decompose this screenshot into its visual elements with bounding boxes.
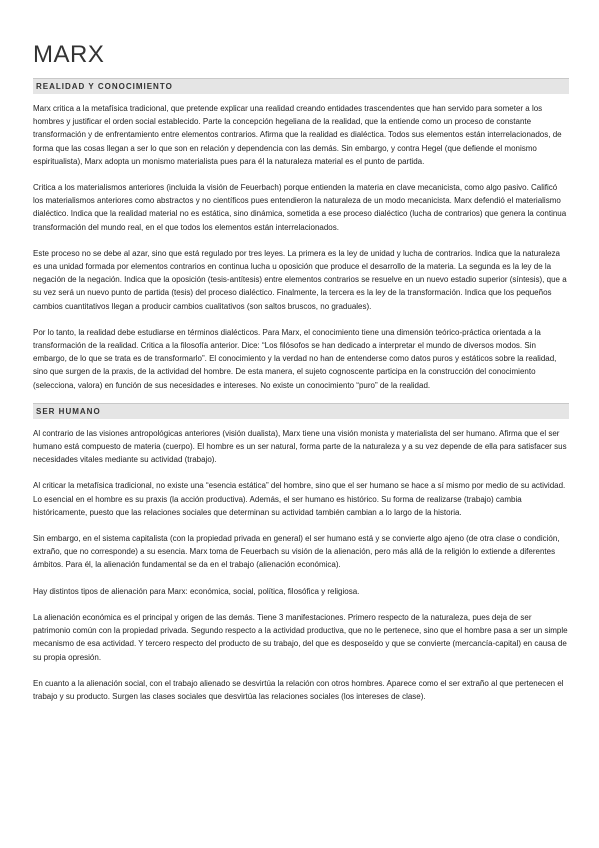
paragraph: Al criticar la metafísica tradicional, no existe una “esencia estática” del hombre, sino que el ser humano se hace a sí mismo por medio de su actividad. Lo esencial en el hombre es su praxis (la acción productiva). Además, el ser humano es histórico. Su forma de realizarse (trabajo) cambia históricamente, puesto que las relaciones sociales que determinan su actividad también cambian a lo largo de la historia. (33, 481, 566, 517)
paragraph: Critica a los materialismos anteriores (incluida la visión de Feuerbach) porque entienden la materia en clave mecanicista, como algo pasivo. Calificó los materialismos anteriores como abstractos y no científicos pues entendieron la naturaleza de un modo mecanicista. Marx defendió el materialismo dialéctico. Indica que la realidad material no es estática, sino dinámica, sometida a ese proceso dialéctico (lucha de contrarios) que genera la continua transformación del mundo real, en el que todos los elementos están interrelacionados. (33, 183, 567, 232)
section-heading-realidad-conocimiento: REALIDAD Y CONOCIMIENTO (33, 78, 569, 94)
paragraph: En cuanto a la alienación social, con el trabajo alienado se desvirtúa la relación con otros hombres. Aparece como el ser extraño al que pertenecen el trabajo y su producto. Surgen las clases sociales que desvirtúa las relaciones sociales (los intereses de clase). (33, 678, 564, 701)
paragraph: Este proceso no se debe al azar, sino que está regulado por tres leyes. La primera es la ley de unidad y lucha de contrarios. Indica que la naturaleza es una unidad formada por elementos contrarios en continua lucha u oposición que produce el desarrollo de la materia. La segunda es la ley de la negación de la negación. Indica que la oposición (tesis-antítesis) entre elementos contrarios se resuelve en un nuevo estadio superior (síntesis), que a su vez será un nuevo punto de partida (tesis) del proceso dialéctico. Finalmente, la tercera es la ley de la transformación. Indica que los pequeños cambios cuantitativos llegan a producir cambios cualitativos (son saltos bruscos, no graduales). (33, 248, 567, 311)
paragraph: Hay distintos tipos de alienación para Marx: económica, social, política, filosófica y religiosa. (33, 586, 360, 596)
paragraph: Marx critica a la metafísica tradicional, que pretende explicar una realidad creando entidades trascendentes que han servido para someter a los hombres y justificar el orden social establecido. Parte la concepción hegeliana de la realidad, que la entiende como un proceso de constante transformación y de enfrentamiento entre elementos contrarios. Afirma que la realidad es dialéctica. Todos sus elementos están interrelacionados, de forma que las cosas llegan a ser lo que son en relación y dependencia con las demás. Sin embargo, y contra Hegel (que defiende el monismo espiritualista), Marx adopta un monismo materialista pues para él la naturaleza material es el punto de partida. (33, 104, 562, 166)
paragraph: Sin embargo, en el sistema capitalista (con la propiedad privada en general) el ser humano está y se convierte algo ajeno (de otra clase o condición, extraño, que no corresponde) a su esencia. Marx toma de Feuerbach su visión de la alienación, pero más allá de la religión lo extiende a diferentes ámbitos. Para él, la alienación fundamental se da en el trabajo (alienación económica). (33, 534, 560, 570)
page-title: MARX (33, 41, 105, 68)
paragraph: La alienación económica es el principal y origen de las demás. Tiene 3 manifestaciones. Primero respecto de la naturaleza, pues deja de ser patrimonio común con la propiedad privada. Segundo respecto a la actividad productiva, que no le pertenece, sino que el hombre pasa a ser un simple mecanismo de esa actividad. Y tercero respecto del producto de su trabajo, del que es desposeído y que se convierte (mercancía-capital) en causa de su propia opresión. (33, 612, 568, 662)
document-page (33, 0, 569, 703)
section-heading-ser-humano: SER HUMANO (33, 403, 569, 419)
paragraph: Al contrario de las visiones antropológicas anteriores (visión dualista), Marx tiene una visión monista y materialista del ser humano. Afirma que el ser humano está compuesto de materia (cuerpo). El hombre es un ser natural, forma parte de la naturaleza y a su vez depende de ella para satisfacer sus necesidades vitales mediante su actividad (trabajo). (33, 428, 567, 465)
paragraph: Por lo tanto, la realidad debe estudiarse en términos dialécticos. Para Marx, el conocimiento tiene una dimensión teórico-práctica orientada a la transformación de la realidad. Critica a la filosofía anterior. Dice: “Los filósofos se han dedicado a interpretar el mundo de diversos modos. Sin embargo, de lo que se trata es de transformarlo”. El conocimiento y la verdad no han de entenderse como datos puros y estáticos sobre la realidad, sino que surgen de la praxis, de la actividad del hombre. De esta manera, el sujeto cognoscente participa en la construcción del conocimiento (selecciona, valora) en función de sus necesidades e intereses. No existe un conocimiento “puro” de la realidad. (33, 327, 557, 390)
